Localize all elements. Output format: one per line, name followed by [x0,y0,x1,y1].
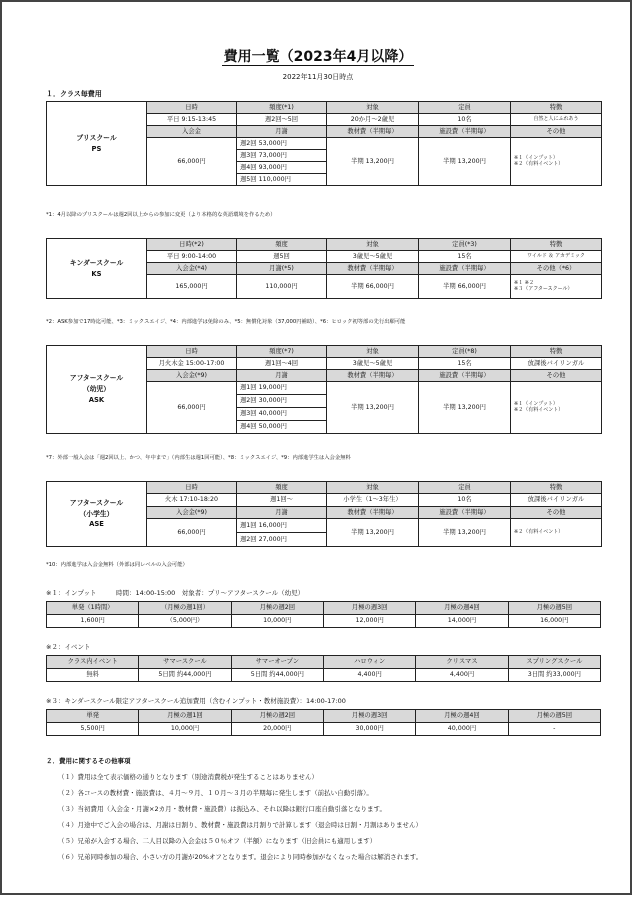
ps-enrollment-fee: 66,000円 [147,138,237,186]
col-header: 対象 [327,482,419,494]
ase-capacity: 10名 [419,494,511,507]
ks-materials-fee: 半期 66,000円 [327,275,419,299]
ase-class-name: アフタースクール （小学生） ASE [47,482,147,547]
col-header: 特徴 [511,239,602,251]
col-header: 頻度 [237,482,327,494]
ask-materials-fee: 半期 13,200円 [327,382,419,434]
col-header: 定員(*8) [419,346,511,358]
ks-frequency: 週5回 [237,251,327,263]
col-header: 日時 [147,482,237,494]
ks-schedule: 平日 9:00-14:00 [147,251,237,263]
ase-materials-fee: 半期 13,200円 [327,519,419,547]
col-header: 施設費（半期毎） [419,507,511,519]
ps-other: ※１（インプット） ※２（有料イベント） [511,138,602,186]
ks-table [46,238,602,299]
ps-tuition-row: 週2回 53,000円 [237,138,327,150]
ase-schedule: 火木 17:10-18:20 [147,494,237,507]
col-header: 月極の週5回 [508,602,600,615]
col-header: 入会金(*9) [147,507,237,519]
input-price: 16,000円 [508,615,600,628]
event-price: 4,400円 [416,669,508,682]
col-header: 日時(*2) [147,239,237,251]
col-header: 日時 [147,346,237,358]
ask-other: ※１（インプット） ※２（有料イベント） [511,382,602,434]
col-header: クラス内イベント [47,656,139,669]
ks-after-price: 5,500円 [47,723,139,736]
input-price: 1,600円 [47,615,139,628]
input-heading: ※１：インプット 時間：14:00-15:00 対象者：プリ～アフタースクール（幼児） [46,589,305,597]
input-price: 12,000円 [323,615,415,628]
col-header: 対象 [327,239,419,251]
col-header: 月極の週4回 [416,710,508,723]
ps-schedule: 平日 9:15-13:45 [147,114,237,126]
ask-class-name: アフタースクール （幼児） ASK [47,346,147,434]
ase-feature: 放課後バイリンガル [511,494,602,507]
col-header: 頻度 [237,239,327,251]
ks-note: *2：ASK参加で17時迄可能、*3：ミックスエイジ、*4：内部進学は免除のみ、*5：無償化対象（37,000円補助）、*6：ヒロック初等部の先行出願可能 [46,319,406,325]
input-price: 10,000円 [231,615,323,628]
col-header: 教材費（半期毎） [327,263,419,275]
input-table [46,601,601,628]
misc-item: （２）各コースの教材費・施設費は、４月～９月、１０月～３月の半期毎に発生します（前払い自動引落）。 [58,789,373,797]
ps-materials-fee: 半期 13,200円 [327,138,419,186]
ps-facility-fee: 半期 13,200円 [419,138,511,186]
ase-frequency: 週1回～ [237,494,327,507]
col-header: 月極の週3回 [323,710,415,723]
ks-after-heading: ※３：キンダースクール限定アフタースクール追加費用（含むインプット・教材施設費）：14:00-17:00 [46,697,346,705]
ks-target: 3歳児～5歳児 [327,251,419,263]
ps-capacity: 10名 [419,114,511,126]
col-header: 教材費（半期毎） [327,507,419,519]
ks-class-name: キンダースクール KS [47,239,147,299]
col-header: 単発（1時間） [47,602,139,615]
ask-tuition-row: 週3回 40,000円 [237,408,327,421]
ask-capacity: 15名 [419,358,511,370]
ask-schedule: 月火木金 15:00-17:00 [147,358,237,370]
col-header: 月極の週3回 [323,602,415,615]
ask-tuition-row: 週2回 30,000円 [237,395,327,408]
col-header: 月極の週2回 [231,602,323,615]
ask-enrollment-fee: 66,000円 [147,382,237,434]
ks-after-price: 40,000円 [416,723,508,736]
col-header: （月極の週1回） [139,602,231,615]
col-header: 月謝 [237,370,327,382]
ps-note: *1：4月以降のプリスクールは週2回以上からの参加に変更（より本格的な英語環境を作るため） [46,212,276,218]
ask-target: 3歳児～5歳児 [327,358,419,370]
ase-facility-fee: 半期 13,200円 [419,519,511,547]
ks-facility-fee: 半期 66,000円 [419,275,511,299]
input-price: （5,000円） [139,615,231,628]
col-header: 入会金 [147,126,237,138]
col-header: 月極の週5回 [508,710,600,723]
ase-tuition-row: 週1回 16,000円 [237,519,327,533]
ps-table [46,101,602,186]
col-header: 月極の週2回 [231,710,323,723]
col-header: その他 [511,370,602,382]
ks-feature: ワイルド ＆ アカデミック [511,251,602,263]
ask-tuition-row: 週1回 19,000円 [237,382,327,395]
ks-after-price: 20,000円 [231,723,323,736]
col-header: サマーオープン [231,656,323,669]
col-header: 月謝 [237,126,327,138]
col-header: 月謝 [237,507,327,519]
ps-feature: 自然と人にふれあう [511,114,602,126]
ase-enrollment-fee: 66,000円 [147,519,237,547]
col-header: クリスマス [416,656,508,669]
ask-table [46,345,602,434]
col-header: 教材費（半期毎） [327,126,419,138]
col-header: 頻度(*1) [237,102,327,114]
col-header: 単発 [47,710,139,723]
col-header: 特徴 [511,346,602,358]
col-header: その他（*6） [511,263,602,275]
col-header: 対象 [327,102,419,114]
col-header: 特徴 [511,102,602,114]
ks-after-table [46,709,601,736]
ask-tuition-row: 週4回 50,000円 [237,421,327,434]
ks-after-price: 10,000円 [139,723,231,736]
page-title: 費用一覧（2023年4月以降） [223,49,413,65]
event-price: 5日間 約44,000円 [139,669,231,682]
col-header: ハロウィン [323,656,415,669]
col-header: サマースクール [139,656,231,669]
col-header: 入会金(*4) [147,263,237,275]
event-price: 5日間 約44,000円 [231,669,323,682]
col-header: 定員(*3) [419,239,511,251]
col-header: 対象 [327,346,419,358]
col-header: スプリングスクール [508,656,600,669]
misc-item: （３）当初費用（入会金・月謝×2カ月・教材費・施設費）は振込み、それ以降は銀行口座自動引落となります。 [58,805,386,813]
ask-frequency: 週1回～4回 [237,358,327,370]
event-heading: ※２：イベント [46,643,91,651]
ase-table [46,481,602,547]
ps-tuition-row: 週5回 110,000円 [237,174,327,186]
misc-item: （１）費用は全て表示価格の通りとなります（別途消費税が発生することはありません） [58,773,318,781]
ps-tuition-row: 週4回 93,000円 [237,162,327,174]
ps-class-name: プリスクール PS [47,102,147,186]
ask-facility-fee: 半期 13,200円 [419,382,511,434]
ks-after-price: 30,000円 [323,723,415,736]
col-header: 施設費（半期毎） [419,126,511,138]
ase-other: ※２（有料イベント） [511,519,602,547]
col-header: 定員 [419,482,511,494]
col-header: 施設費（半期毎） [419,370,511,382]
col-header: 教材費（半期毎） [327,370,419,382]
ps-target: 20か月～2歳児 [327,114,419,126]
col-header: その他 [511,126,602,138]
ps-tuition-row: 週3回 73,000円 [237,150,327,162]
ase-target: 小学生（1～3年生） [327,494,419,507]
col-header: 月謝(*5) [237,263,327,275]
as-of-date: 2022年11月30日時点 [282,73,354,81]
ps-frequency: 週2回～5回 [237,114,327,126]
ask-note: *7：外部一般入会は「週2回以上、かつ、年中まで」（内部生は週1回可能）、*8：ミックスエイジ、*9：内部進学生は入会金無料 [46,455,351,461]
ase-note: *10：内部進学は入会金無料（外部は同レベルの入会可能） [46,562,188,568]
ase-tuition-row: 週2回 27,000円 [237,533,327,547]
input-price: 14,000円 [416,615,508,628]
misc-item: （５）兄弟が入会する場合、二人目以降の入会金は５０％オフ（半額）になります（旧会員にも適用します） [58,837,377,845]
col-header: 定員 [419,102,511,114]
col-header: 特徴 [511,482,602,494]
misc-item: （６）兄弟同時参加の場合、小さい方の月謝が20%オフとなります。退会により同時参加がなくなった場合は解消されます。 [58,853,423,861]
col-header: 日時 [147,102,237,114]
misc-heading: ２．費用に関するその他事項 [46,757,131,765]
ks-enrollment-fee: 165,000円 [147,275,237,299]
ks-capacity: 15名 [419,251,511,263]
event-price: 無料 [47,669,139,682]
col-header: 頻度(*7) [237,346,327,358]
col-header: 施設費（半期毎） [419,263,511,275]
ks-after-price: - [508,723,600,736]
col-header: 月極の週4回 [416,602,508,615]
col-header: 入会金(*9) [147,370,237,382]
ks-tuition: 110,000円 [237,275,327,299]
ks-other: ※１ ※２ ※３（アフタースクール） [511,275,602,299]
ask-feature: 放課後バイリンガル [511,358,602,370]
col-header: その他 [511,507,602,519]
misc-item: （４）月途中でご入会の場合は、月謝は日割り、教材費・施設費は月割りで計算します（退会時は日割・月割はありません） [58,821,422,829]
section-class-fees-heading: １．クラス毎費用 [46,90,102,98]
event-table [46,655,601,682]
event-price: 3日間 約33,000円 [508,669,600,682]
col-header: 月極の週1回 [139,710,231,723]
event-price: 4,400円 [323,669,415,682]
